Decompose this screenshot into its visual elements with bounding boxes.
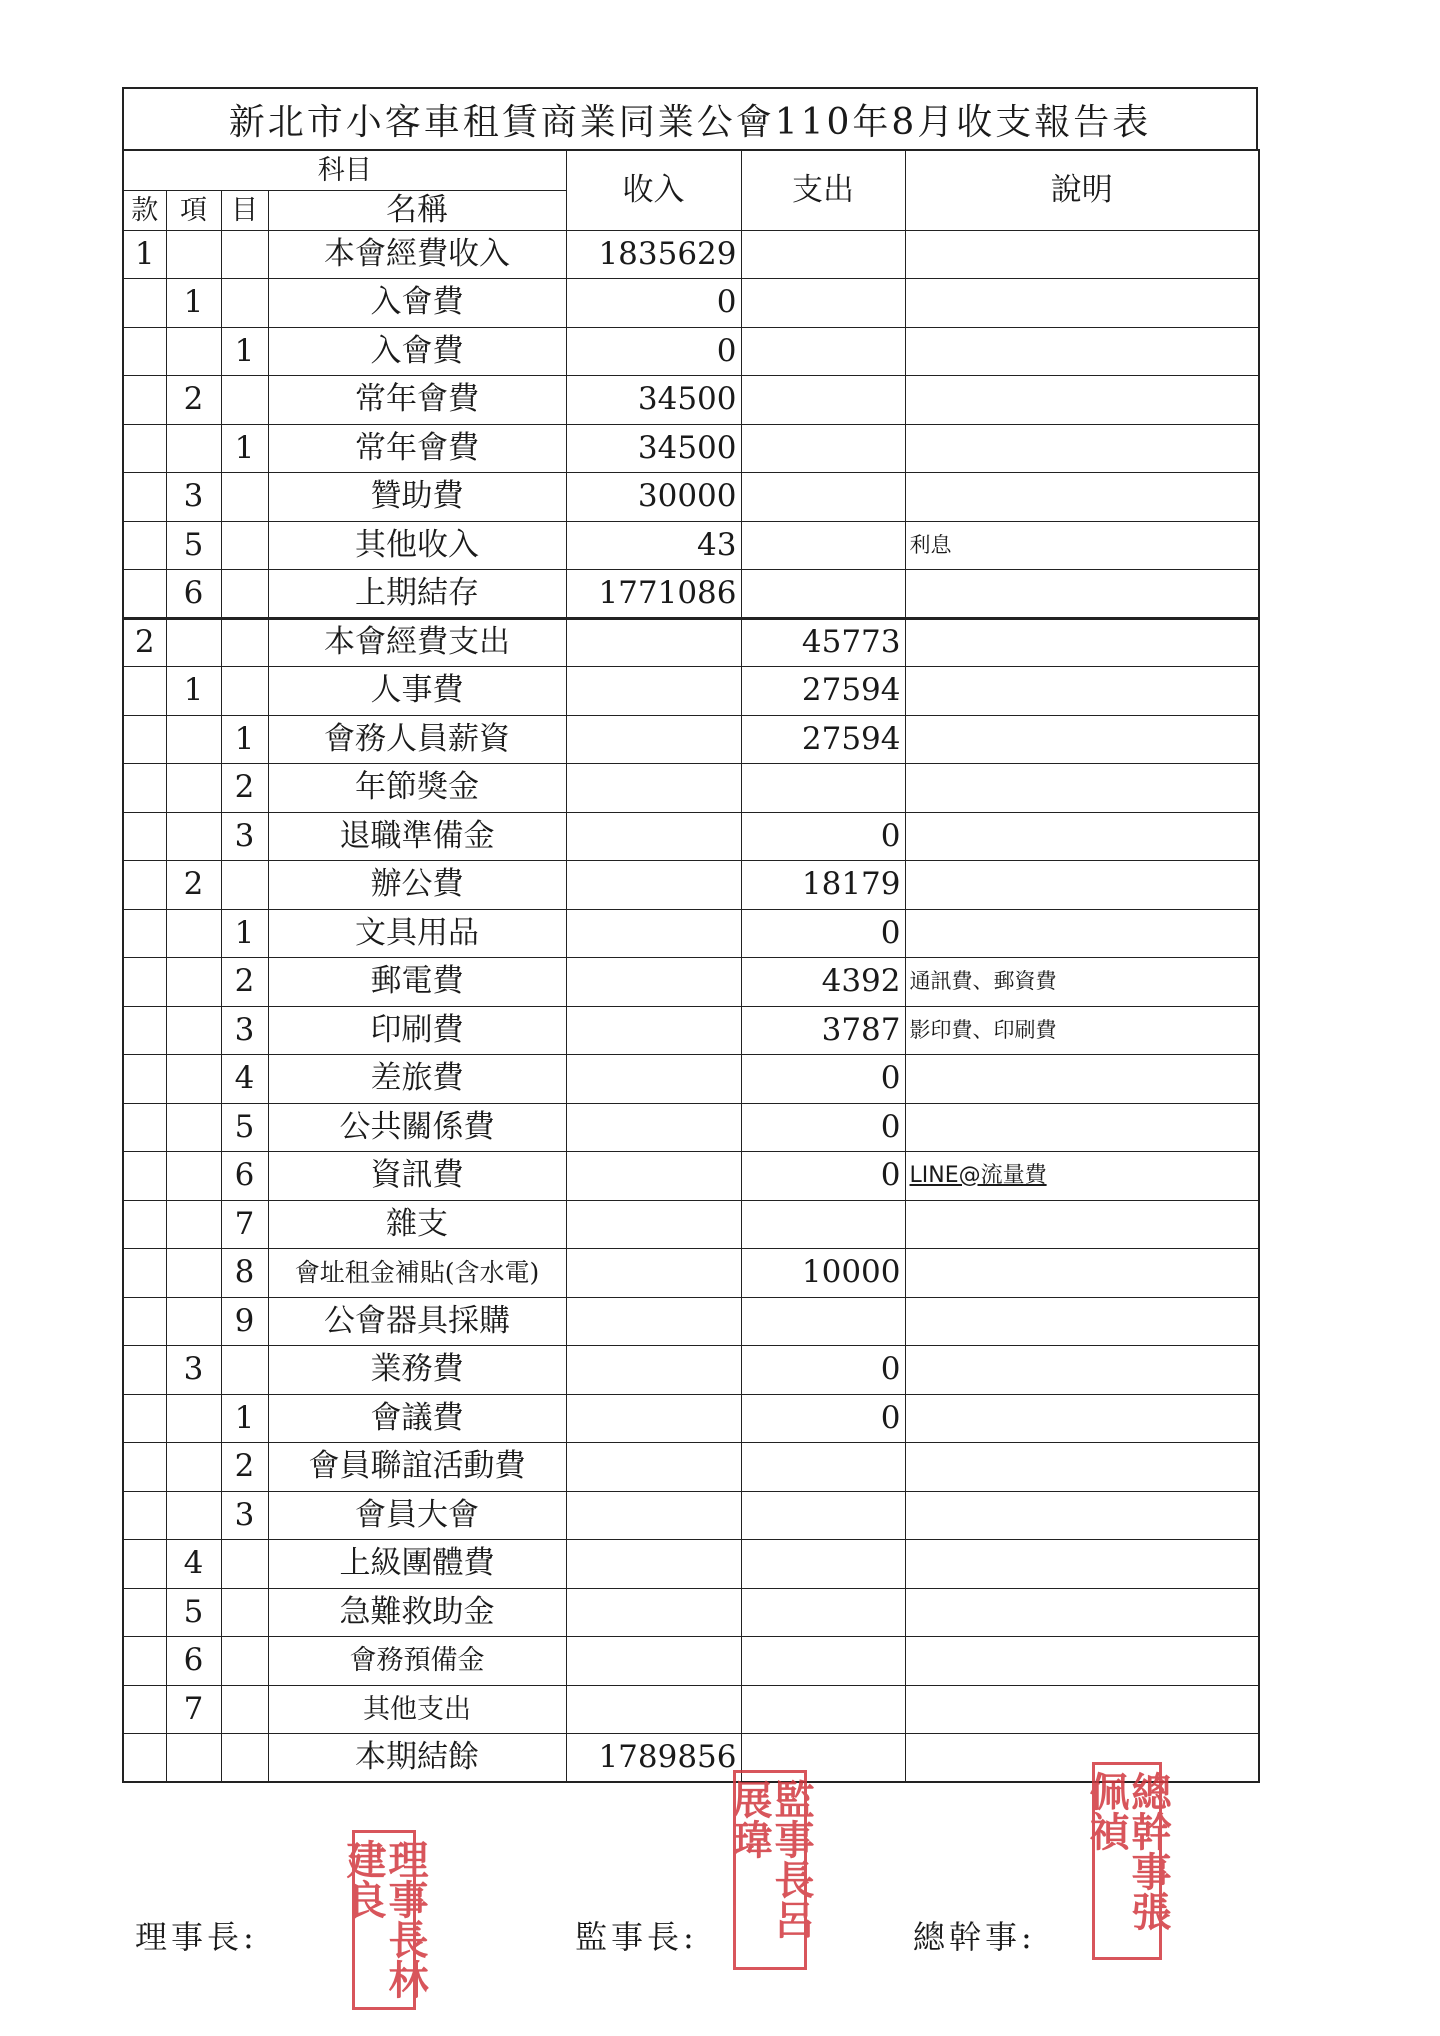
cell-name: 文具用品: [268, 909, 566, 958]
cell-expense: [741, 279, 905, 328]
table-row: [123, 958, 1259, 1007]
cell-kuan: [123, 715, 166, 764]
cell-expense: [741, 230, 905, 279]
cell-note: [905, 1297, 1259, 1346]
cell-mu: [221, 618, 268, 667]
cell-expense: [741, 764, 905, 813]
cell-expense: 4392: [741, 958, 905, 1007]
cell-note: [905, 327, 1259, 376]
cell-income: [566, 1685, 741, 1734]
cell-kuan: [123, 1685, 166, 1734]
cell-mu: 2: [221, 958, 268, 1007]
cell-mu: [221, 279, 268, 328]
header-name: 名稱: [268, 190, 566, 230]
table-row: [123, 812, 1259, 861]
cell-name: 人事費: [268, 667, 566, 716]
cell-mu: 1: [221, 715, 268, 764]
cell-expense: 18179: [741, 861, 905, 910]
table-row: [123, 1006, 1259, 1055]
table-row: [123, 521, 1259, 570]
header-expense: 支出: [741, 150, 905, 230]
cell-note: [905, 279, 1259, 328]
cell-xiang: 3: [166, 473, 221, 522]
cell-income: 30000: [566, 473, 741, 522]
cell-income: 1789856: [566, 1734, 741, 1783]
cell-income: [566, 1491, 741, 1540]
table-row: [123, 1443, 1259, 1492]
cell-kuan: [123, 1249, 166, 1298]
table-row: [123, 327, 1259, 376]
cell-expense: 0: [741, 1394, 905, 1443]
cell-kuan: [123, 1152, 166, 1201]
cell-income: [566, 1055, 741, 1104]
cell-income: [566, 812, 741, 861]
cell-income: [566, 1540, 741, 1589]
cell-income: 34500: [566, 376, 741, 425]
cell-name: 本會經費支出: [268, 618, 566, 667]
cell-kuan: [123, 424, 166, 473]
cell-income: [566, 1588, 741, 1637]
table-row: [123, 570, 1259, 619]
cell-income: [566, 1152, 741, 1201]
table-row: [123, 376, 1259, 425]
cell-kuan: 1: [123, 230, 166, 279]
cell-name: 會務人員薪資: [268, 715, 566, 764]
cell-kuan: [123, 1297, 166, 1346]
cell-income: [566, 1346, 741, 1395]
cell-note: [905, 1346, 1259, 1395]
table-row: [123, 1103, 1259, 1152]
cell-xiang: 4: [166, 1540, 221, 1589]
cell-mu: 3: [221, 1491, 268, 1540]
cell-expense: 10000: [741, 1249, 905, 1298]
cell-mu: [221, 1734, 268, 1783]
cell-name: 辦公費: [268, 861, 566, 910]
header-income: 收入: [566, 150, 741, 230]
cell-mu: 7: [221, 1200, 268, 1249]
cell-name: 會員大會: [268, 1491, 566, 1540]
cell-income: [566, 715, 741, 764]
cell-income: [566, 1103, 741, 1152]
cell-xiang: 7: [166, 1685, 221, 1734]
cell-income: [566, 1394, 741, 1443]
cell-expense: [741, 1200, 905, 1249]
cell-mu: 1: [221, 424, 268, 473]
report-table: [122, 149, 1260, 1783]
cell-xiang: [166, 1055, 221, 1104]
cell-income: [566, 1200, 741, 1249]
cell-expense: 0: [741, 1055, 905, 1104]
cell-xiang: 6: [166, 1637, 221, 1686]
header-mu: 目: [221, 190, 268, 230]
cell-name: 其他收入: [268, 521, 566, 570]
cell-name: 入會費: [268, 279, 566, 328]
table-row: [123, 1249, 1259, 1298]
cell-name: 公共關係費: [268, 1103, 566, 1152]
cell-expense: 27594: [741, 667, 905, 716]
table-row: [123, 1152, 1259, 1201]
table-row: [123, 861, 1259, 910]
chairman-seal: 理事長林建良: [352, 1830, 416, 2010]
cell-name: 雜支: [268, 1200, 566, 1249]
cell-expense: [741, 327, 905, 376]
cell-xiang: 5: [166, 1588, 221, 1637]
cell-note: [905, 764, 1259, 813]
cell-note: [905, 1637, 1259, 1686]
cell-xiang: [166, 1152, 221, 1201]
cell-name: 業務費: [268, 1346, 566, 1395]
cell-mu: 5: [221, 1103, 268, 1152]
cell-kuan: [123, 1055, 166, 1104]
cell-kuan: [123, 812, 166, 861]
cell-kuan: [123, 958, 166, 1007]
table-row: [123, 618, 1259, 667]
cell-income: [566, 667, 741, 716]
cell-note: [905, 715, 1259, 764]
cell-xiang: 6: [166, 570, 221, 619]
table-row: [123, 1685, 1259, 1734]
cell-income: 0: [566, 327, 741, 376]
cell-xiang: [166, 1297, 221, 1346]
cell-expense: [741, 1297, 905, 1346]
cell-expense: [741, 1443, 905, 1492]
cell-note: 利息: [905, 521, 1259, 570]
cell-kuan: [123, 1346, 166, 1395]
cell-income: 1835629: [566, 230, 741, 279]
cell-expense: [741, 1588, 905, 1637]
cell-expense: 3787: [741, 1006, 905, 1055]
table-row: [123, 230, 1259, 279]
cell-mu: [221, 1346, 268, 1395]
cell-note: [905, 812, 1259, 861]
cell-xiang: [166, 1394, 221, 1443]
cell-mu: 1: [221, 1394, 268, 1443]
header-kuan: 款: [123, 190, 166, 230]
cell-mu: 3: [221, 812, 268, 861]
cell-name: 會址租金補貼(含水電): [268, 1249, 566, 1298]
cell-note: [905, 376, 1259, 425]
table-row: [123, 1394, 1259, 1443]
cell-note: 影印費、印刷費: [905, 1006, 1259, 1055]
cell-expense: 0: [741, 812, 905, 861]
cell-note: [905, 424, 1259, 473]
secretary-label: 總幹事:: [913, 1918, 1036, 1956]
cell-name: 其他支出: [268, 1685, 566, 1734]
cell-mu: 3: [221, 1006, 268, 1055]
cell-kuan: [123, 570, 166, 619]
cell-kuan: [123, 1394, 166, 1443]
table-row: [123, 1297, 1259, 1346]
cell-income: 1771086: [566, 570, 741, 619]
cell-kuan: [123, 279, 166, 328]
cell-name: 上級團體費: [268, 1540, 566, 1589]
cell-kuan: [123, 1491, 166, 1540]
cell-kuan: [123, 1734, 166, 1783]
cell-expense: 0: [741, 1152, 905, 1201]
cell-expense: [741, 473, 905, 522]
cell-xiang: 1: [166, 667, 221, 716]
cell-kuan: [123, 521, 166, 570]
cell-mu: 4: [221, 1055, 268, 1104]
cell-name: 退職準備金: [268, 812, 566, 861]
cell-name: 公會器具採購: [268, 1297, 566, 1346]
cell-kuan: [123, 1443, 166, 1492]
table-row: [123, 473, 1259, 522]
cell-expense: 45773: [741, 618, 905, 667]
cell-xiang: [166, 1734, 221, 1783]
cell-kuan: [123, 1006, 166, 1055]
cell-name: 資訊費: [268, 1152, 566, 1201]
table-row: [123, 1540, 1259, 1589]
cell-mu: [221, 230, 268, 279]
cell-expense: [741, 521, 905, 570]
header-xiang: 項: [166, 190, 221, 230]
cell-note: LINE@流量費: [905, 1152, 1259, 1201]
cell-income: 43: [566, 521, 741, 570]
table-row: [123, 1637, 1259, 1686]
cell-mu: 6: [221, 1152, 268, 1201]
cell-xiang: [166, 1103, 221, 1152]
supervisor-label: 監事長:: [575, 1918, 698, 1956]
cell-kuan: [123, 1540, 166, 1589]
cell-name: 印刷費: [268, 1006, 566, 1055]
cell-income: [566, 958, 741, 1007]
cell-note: [905, 473, 1259, 522]
cell-kuan: [123, 1200, 166, 1249]
cell-name: 常年會費: [268, 376, 566, 425]
cell-expense: [741, 424, 905, 473]
cell-name: 贊助費: [268, 473, 566, 522]
cell-note: [905, 1443, 1259, 1492]
table-row: [123, 764, 1259, 813]
cell-mu: [221, 1685, 268, 1734]
cell-income: [566, 618, 741, 667]
cell-xiang: [166, 1249, 221, 1298]
cell-expense: 0: [741, 1346, 905, 1395]
cell-note: [905, 618, 1259, 667]
cell-note: [905, 1540, 1259, 1589]
cell-income: [566, 1637, 741, 1686]
cell-kuan: [123, 473, 166, 522]
table-row: [123, 424, 1259, 473]
cell-xiang: [166, 1443, 221, 1492]
table-row: [123, 1346, 1259, 1395]
cell-name: 入會費: [268, 327, 566, 376]
cell-name: 會員聯誼活動費: [268, 1443, 566, 1492]
cell-income: [566, 909, 741, 958]
header-row-1: [123, 150, 1259, 190]
cell-xiang: 2: [166, 861, 221, 910]
cell-expense: 0: [741, 1103, 905, 1152]
cell-note: [905, 909, 1259, 958]
cell-xiang: 1: [166, 279, 221, 328]
cell-kuan: [123, 327, 166, 376]
header-note: 說明: [905, 150, 1259, 230]
cell-income: [566, 1443, 741, 1492]
cell-xiang: [166, 715, 221, 764]
cell-mu: [221, 1637, 268, 1686]
cell-mu: 1: [221, 327, 268, 376]
cell-income: [566, 1249, 741, 1298]
cell-expense: [741, 1685, 905, 1734]
cell-xiang: [166, 1006, 221, 1055]
cell-income: [566, 1297, 741, 1346]
cell-kuan: [123, 1637, 166, 1686]
supervisor-seal: 監事長呂展瑋: [733, 1770, 807, 1970]
cell-note: [905, 861, 1259, 910]
cell-mu: [221, 521, 268, 570]
secretary-seal: 總幹事張佩禎: [1092, 1762, 1162, 1960]
cell-xiang: [166, 327, 221, 376]
report-title: 新北市小客車租賃商業同業公會110年8月收支報告表: [122, 87, 1258, 149]
cell-note: [905, 1200, 1259, 1249]
table-row: [123, 279, 1259, 328]
cell-xiang: 3: [166, 1346, 221, 1395]
table-row: [123, 715, 1259, 764]
cell-note: [905, 1734, 1259, 1783]
cell-kuan: [123, 667, 166, 716]
cell-expense: [741, 1540, 905, 1589]
cell-name: 本會經費收入: [268, 230, 566, 279]
cell-kuan: [123, 764, 166, 813]
report-sheet: [122, 87, 1258, 1783]
cell-mu: 1: [221, 909, 268, 958]
cell-xiang: 5: [166, 521, 221, 570]
table-row: [123, 1200, 1259, 1249]
cell-mu: [221, 861, 268, 910]
table-row: [123, 1491, 1259, 1540]
cell-kuan: [123, 909, 166, 958]
cell-name: 差旅費: [268, 1055, 566, 1104]
cell-xiang: [166, 230, 221, 279]
cell-name: 年節獎金: [268, 764, 566, 813]
cell-note: [905, 1394, 1259, 1443]
cell-note: [905, 1685, 1259, 1734]
table-row: [123, 1588, 1259, 1637]
cell-xiang: [166, 618, 221, 667]
cell-income: 0: [566, 279, 741, 328]
cell-xiang: [166, 764, 221, 813]
cell-mu: [221, 570, 268, 619]
cell-expense: 27594: [741, 715, 905, 764]
cell-income: [566, 1006, 741, 1055]
cell-xiang: [166, 812, 221, 861]
cell-name: 郵電費: [268, 958, 566, 1007]
cell-income: [566, 861, 741, 910]
cell-note: [905, 1491, 1259, 1540]
cell-xiang: [166, 1491, 221, 1540]
cell-note: [905, 230, 1259, 279]
cell-kuan: 2: [123, 618, 166, 667]
cell-xiang: [166, 1200, 221, 1249]
cell-expense: 0: [741, 909, 905, 958]
cell-name: 會議費: [268, 1394, 566, 1443]
cell-name: 本期結餘: [268, 1734, 566, 1783]
cell-note: [905, 1249, 1259, 1298]
table-row: [123, 909, 1259, 958]
cell-mu: 2: [221, 764, 268, 813]
cell-xiang: 2: [166, 376, 221, 425]
header-subject: 科目: [123, 150, 566, 190]
cell-expense: [741, 1637, 905, 1686]
cell-income: [566, 764, 741, 813]
table-row: [123, 1055, 1259, 1104]
cell-mu: 2: [221, 1443, 268, 1492]
cell-mu: [221, 1540, 268, 1589]
chairman-label: 理事長:: [135, 1918, 258, 1956]
cell-mu: [221, 667, 268, 716]
cell-xiang: [166, 909, 221, 958]
cell-note: [905, 1103, 1259, 1152]
cell-income: 34500: [566, 424, 741, 473]
cell-mu: [221, 376, 268, 425]
cell-xiang: [166, 424, 221, 473]
cell-note: [905, 1588, 1259, 1637]
cell-kuan: [123, 861, 166, 910]
cell-mu: 9: [221, 1297, 268, 1346]
cell-xiang: [166, 958, 221, 1007]
cell-name: 會務預備金: [268, 1637, 566, 1686]
cell-expense: [741, 376, 905, 425]
cell-note: [905, 1055, 1259, 1104]
cell-expense: [741, 1491, 905, 1540]
cell-note: [905, 667, 1259, 716]
cell-mu: [221, 1588, 268, 1637]
cell-mu: [221, 473, 268, 522]
cell-expense: [741, 570, 905, 619]
cell-kuan: [123, 376, 166, 425]
cell-name: 急難救助金: [268, 1588, 566, 1637]
cell-note: [905, 570, 1259, 619]
cell-name: 常年會費: [268, 424, 566, 473]
cell-kuan: [123, 1588, 166, 1637]
table-row: [123, 667, 1259, 716]
cell-note: 通訊費、郵資費: [905, 958, 1259, 1007]
cell-mu: 8: [221, 1249, 268, 1298]
cell-kuan: [123, 1103, 166, 1152]
cell-name: 上期結存: [268, 570, 566, 619]
